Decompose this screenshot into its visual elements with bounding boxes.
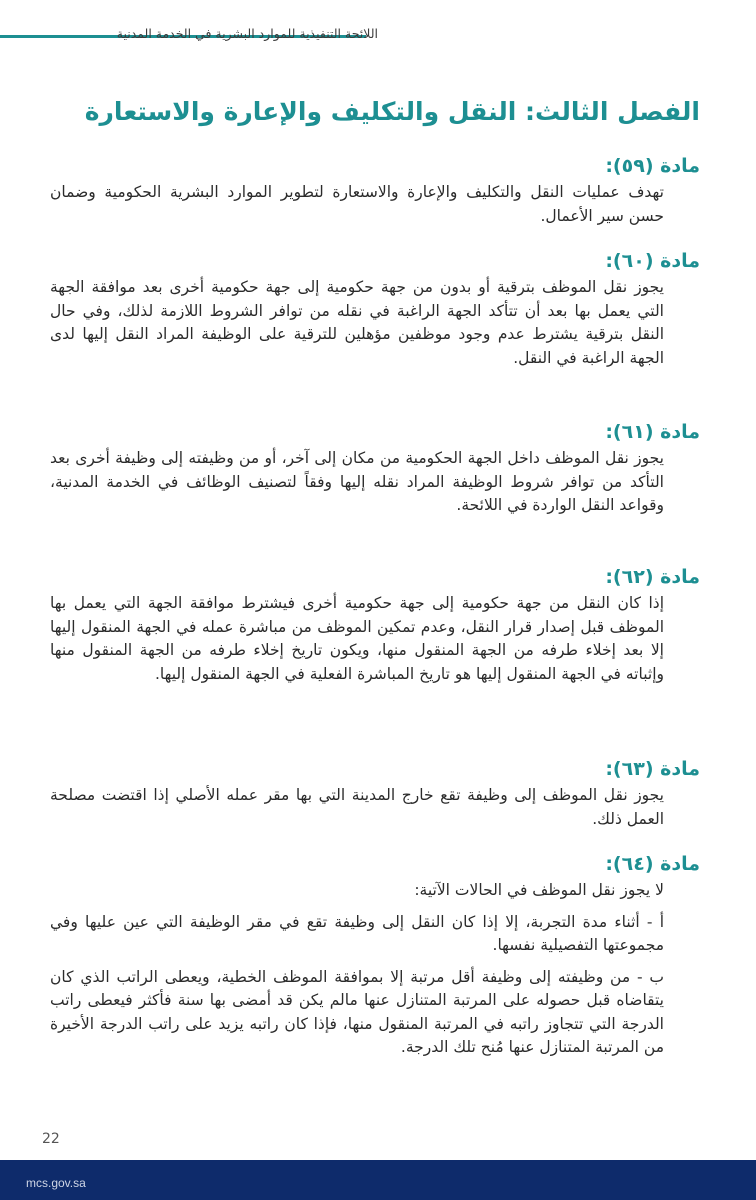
article-heading: مادة (٦١): (605, 421, 700, 443)
article-heading: مادة (٦٠): (605, 250, 700, 272)
article-paragraph: يجوز نقل الموظف بترقية أو بدون من جهة حكومية إلى جهة حكومية أخرى بعد موافقة الجهة التي يعمل بها بعد أن تتأكد الجهة الراغبة في نقله من توافر الشروط اللازمة لذلك، وفي حال النقل بترقية يشترط عدم وجود موظفين مؤهلين للترقية على الوظيفة المراد النقل إليها لدى الجهة الراغبة في النقل. (50, 278, 664, 367)
article-body (50, 181, 664, 228)
article-paragraph: تهدف عمليات النقل والتكليف والإعارة والاستعارة لتطوير الموارد البشرية الحكومية وضمان حسن سير الأعمال. (50, 183, 664, 225)
article-paragraph: يجوز نقل الموظف إلى وظيفة تقع خارج المدينة التي بها مقر عمله الأصلي إذا اقتضت مصلحة العمل ذلك. (50, 786, 664, 828)
article-heading: مادة (٥٩): (605, 155, 700, 177)
article-paragraph: ب - من وظيفته إلى وظيفة أقل مرتبة إلا بموافقة الموظف الخطية، ويعطى الراتب الذي كان يتقاضاه قبل حصوله على المرتبة المتنازل عنها مالم يكن قد أمضى بها سنة فأكثر فيعطى راتب الدرجة التي تتجاوز راتبه في المرتبة المنقول منها، فإذا كان راتبه يزيد على راتب الدرجة الأخيرة من المرتبة المتنازل عنها مُنح تلك الدرجة. (50, 967, 664, 1056)
article-paragraph: لا يجوز نقل الموظف في الحالات الآتية: (414, 881, 664, 899)
article-59 (50, 153, 700, 236)
article-paragraph: إذا كان النقل من جهة حكومية إلى جهة حكومية أخرى فيشترط موافقة الجهة التي يعمل بها الموظف قبل إصدار قرار النقل، وعدم تمكين الموظف من مباشرة عمله في الجهة المنقول إليها إلا بعد إخلاء طرفه من الجهة المنقول منها، ويكون تاريخ إخلاء طرفه من الجهة المنقول منها وإثباته في الجهة المنقول إليها هو تاريخ المباشرة الفعلية في الجهة المنقول إليها. (50, 594, 664, 683)
chapter-title: الفصل الثالث: النقل والتكليف والإعارة والاستعارة (84, 97, 700, 126)
article-heading: مادة (٦٣): (605, 758, 700, 780)
article-63 (50, 756, 700, 839)
article-body (50, 879, 664, 1060)
article-62 (50, 564, 700, 694)
article-paragraph: أ - أثناء مدة التجربة، إلا إذا كان النقل إلى وظيفة تقع في مقر الوظيفة التي عين عليها وفي مجموعتها التفصيلية نفسها. (50, 912, 664, 954)
article-body (50, 276, 664, 370)
article-paragraph: يجوز نقل الموظف داخل الجهة الحكومية من مكان إلى آخر، أو من وظيفته إلى وظيفة أخرى بعد التأكد من توافر شروط الوظيفة المراد نقله إليها وفقاً لتصنيف الوظائف في الخدمة المدنية، وقواعد النقل الواردة في اللائحة. (50, 449, 664, 514)
header-title: اللائحة التنفيذية للموارد البشرية في الخدمة المدنية (116, 26, 378, 41)
article-body (50, 447, 664, 518)
footer-bar (0, 1160, 756, 1200)
article-60 (50, 248, 700, 378)
article-body (50, 784, 664, 831)
footer-url-link[interactable]: mcs.gov.sa (26, 1176, 86, 1190)
page-number: 22 (42, 1131, 60, 1147)
article-64 (50, 851, 700, 1068)
page-header (0, 22, 756, 52)
article-61 (50, 419, 700, 526)
article-heading: مادة (٦٢): (605, 566, 700, 588)
article-heading: مادة (٦٤): (605, 853, 700, 875)
article-body (50, 592, 664, 686)
